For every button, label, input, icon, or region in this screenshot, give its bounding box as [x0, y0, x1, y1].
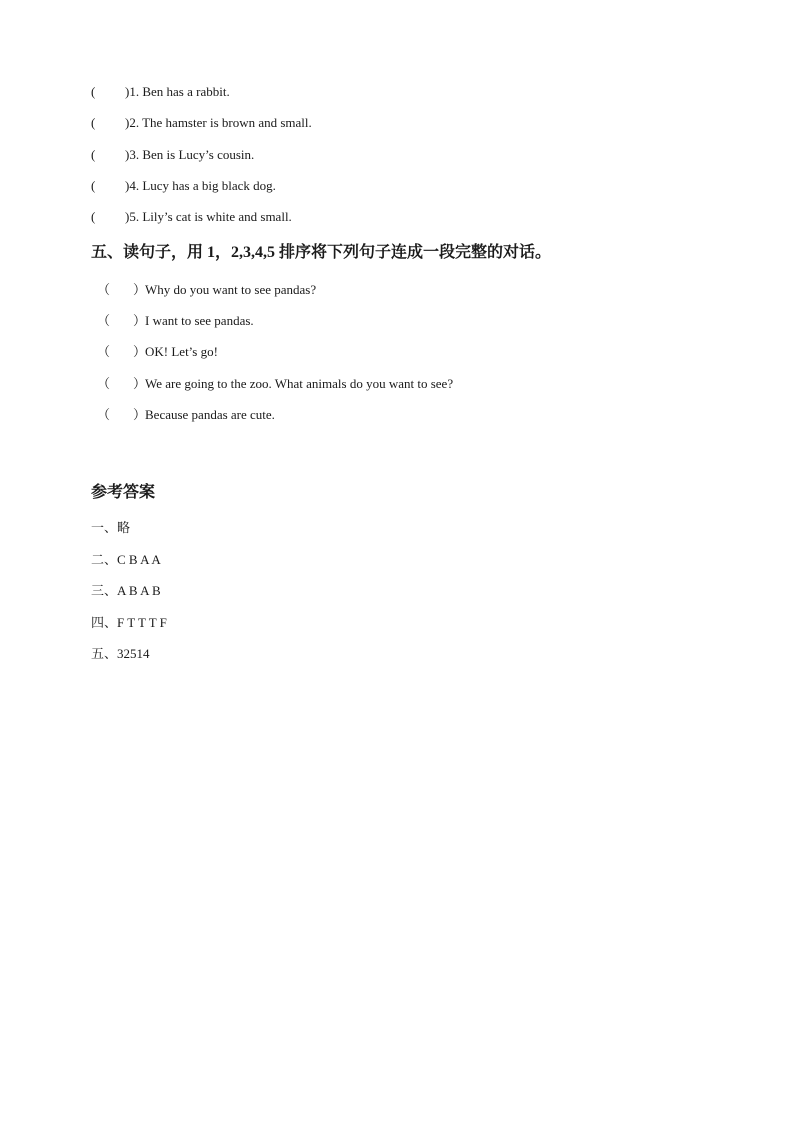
answer-line: 二、C B A A [91, 552, 161, 567]
order-item [91, 313, 254, 329]
tf-item-text: )4. Lucy has a big black dog. [125, 178, 276, 193]
order-item [91, 282, 316, 298]
answer-line: 三、A B A B [91, 583, 161, 598]
answer-blank-close: ） [133, 282, 147, 297]
tf-item [91, 147, 254, 163]
answer-blank-close: ） [133, 313, 147, 328]
answer-blank: （ [97, 313, 111, 328]
order-item-text: We are going to the zoo. What animals do you want to see? [145, 376, 454, 391]
order-item-text: OK! Let’s go! [145, 344, 218, 359]
answer-blank: （ [97, 344, 111, 359]
tf-item [91, 178, 276, 194]
tf-item [91, 84, 230, 100]
answer-blank: ( [91, 178, 96, 193]
section-heading: 五、读句子，用 1，2,3,4,5 排序将下列句子连成一段完整的对话。 [91, 244, 552, 261]
order-item-text: Why do you want to see pandas? [145, 282, 317, 297]
answer-key-title: 参考答案 [91, 484, 156, 501]
tf-item-text: )2. The hamster is brown and small. [125, 115, 312, 130]
answer-line: 四、F T T T F [91, 615, 167, 630]
answer-blank: （ [97, 407, 111, 422]
answer-blank-close: ） [133, 376, 147, 391]
order-item-text: I want to see pandas. [145, 313, 254, 328]
answer-blank-close: ） [133, 344, 147, 359]
answer-line: 五、32514 [91, 646, 150, 661]
answer-blank: （ [97, 282, 111, 297]
answer-blank-close: ） [133, 407, 147, 422]
answer-blank: ( [91, 209, 96, 224]
tf-item [91, 115, 312, 131]
tf-item-text: )3. Ben is Lucy’s cousin. [125, 147, 255, 162]
order-item [91, 376, 453, 392]
answer-blank: ( [91, 115, 96, 130]
order-item [91, 344, 218, 360]
tf-item-text: )5. Lily’s cat is white and small. [125, 209, 292, 224]
answer-blank: ( [91, 84, 96, 99]
order-item-text: Because pandas are cute. [145, 407, 275, 422]
answer-blank: （ [97, 376, 111, 391]
order-item [91, 407, 275, 423]
tf-item-text: )1. Ben has a rabbit. [125, 84, 230, 99]
tf-item [91, 209, 292, 225]
answer-blank: ( [91, 147, 96, 162]
answer-line: 一、略 [91, 520, 131, 535]
